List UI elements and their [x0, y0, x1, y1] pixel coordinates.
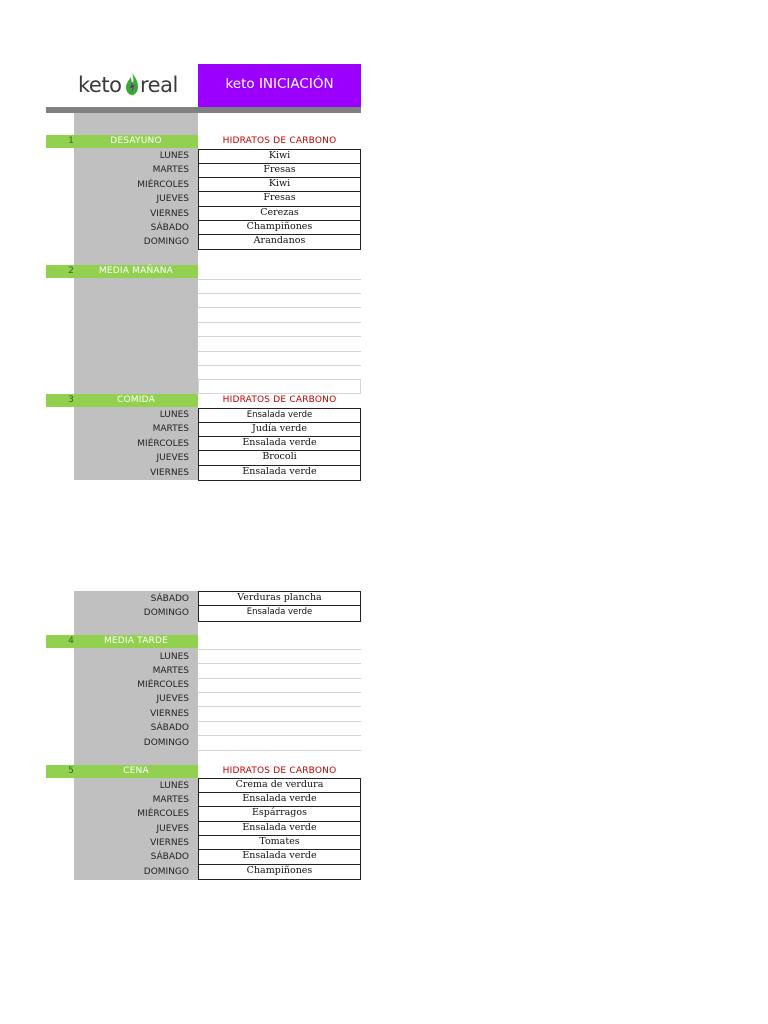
page-title: keto INICIACIÓN — [225, 76, 334, 92]
section-name: COMIDA — [117, 395, 155, 405]
empty-cell[interactable] — [198, 663, 361, 664]
day-label: VIERNES — [150, 709, 189, 719]
day-label: MARTES — [152, 424, 189, 434]
empty-cell[interactable] — [198, 678, 361, 679]
day-label: MIÉRCOLES — [137, 180, 189, 190]
empty-cell[interactable] — [198, 351, 361, 352]
day-label: JUEVES — [156, 694, 189, 704]
food-cell[interactable]: Ensalada verde — [198, 822, 361, 836]
food-cell[interactable]: Verduras plancha — [198, 591, 361, 606]
empty-cell[interactable] — [198, 336, 361, 337]
empty-cell[interactable] — [198, 293, 361, 294]
food-cell[interactable]: Champiñones — [198, 221, 361, 235]
food-cell[interactable]: Ensalada verde — [198, 466, 361, 481]
food-cell[interactable]: Fresas — [198, 164, 361, 178]
day-label: DOMINGO — [143, 738, 189, 748]
section-name: CENA — [123, 766, 149, 776]
section-name: MEDIA MAÑANA — [98, 266, 174, 276]
food-cell[interactable]: Arandanos — [198, 235, 361, 250]
day-label: JUEVES — [156, 194, 189, 204]
day-label: MARTES — [152, 666, 189, 676]
day-label: MIÉRCOLES — [137, 680, 189, 690]
day-label: SÁBADO — [150, 852, 189, 862]
flame-icon — [125, 72, 139, 96]
food-cell[interactable]: Tomates — [198, 836, 361, 850]
day-label: JUEVES — [156, 824, 189, 834]
logo — [74, 64, 198, 107]
day-label: JUEVES — [156, 453, 189, 463]
day-label: SÁBADO — [150, 723, 189, 733]
day-label: LUNES — [159, 410, 189, 420]
empty-cell[interactable] — [198, 735, 361, 736]
carb-header: HIDRATOS DE CARBONO — [222, 136, 337, 146]
section-number: 2 — [68, 266, 74, 276]
title-banner — [198, 64, 361, 107]
food-cell[interactable]: Fresas — [198, 192, 361, 207]
day-label: VIERNES — [150, 838, 189, 848]
day-label: MIÉRCOLES — [137, 809, 189, 819]
food-cell[interactable]: Kiwi — [198, 178, 361, 192]
day-label: LUNES — [159, 151, 189, 161]
day-label: VIERNES — [150, 209, 189, 219]
food-cell[interactable]: Judía verde — [198, 423, 361, 437]
empty-cell-boxed[interactable] — [198, 379, 361, 394]
logo-keto-text: keto — [78, 73, 122, 97]
food-cell[interactable]: Cerezas — [198, 207, 361, 221]
food-cell[interactable]: Ensalada verde — [198, 606, 361, 622]
day-label: DOMINGO — [143, 237, 189, 247]
food-cell[interactable]: Espárragos — [198, 807, 361, 822]
food-cell[interactable]: Champiñones — [198, 865, 361, 880]
empty-cell[interactable] — [198, 721, 361, 722]
section-name: MEDIA TARDE — [103, 636, 169, 646]
food-cell[interactable]: Crema de verdura — [198, 778, 361, 793]
food-cell[interactable]: Ensalada verde — [198, 850, 361, 865]
empty-cell[interactable] — [198, 692, 361, 693]
food-cell[interactable]: Ensalada verde — [198, 408, 361, 423]
empty-cell[interactable] — [198, 365, 361, 366]
carb-header: HIDRATOS DE CARBONO — [222, 395, 337, 405]
carb-header: HIDRATOS DE CARBONO — [222, 766, 337, 776]
food-cell[interactable]: Ensalada verde — [198, 793, 361, 807]
day-label: SÁBADO — [150, 594, 189, 604]
logo-real-text: real — [140, 73, 178, 97]
day-label: DOMINGO — [143, 867, 189, 877]
food-cell[interactable]: Ensalada verde — [198, 437, 361, 451]
empty-cell[interactable] — [198, 322, 361, 323]
day-label: MARTES — [152, 795, 189, 805]
food-cell[interactable]: Brocoli — [198, 451, 361, 466]
day-label: DOMINGO — [143, 608, 189, 618]
day-label: MARTES — [152, 165, 189, 175]
empty-cell[interactable] — [198, 279, 361, 280]
section-number: 3 — [68, 395, 74, 405]
section-number: 4 — [68, 636, 74, 646]
section-number: 1 — [68, 136, 74, 146]
day-label: LUNES — [159, 781, 189, 791]
empty-cell[interactable] — [198, 750, 361, 751]
day-label: MIÉRCOLES — [137, 439, 189, 449]
empty-cell[interactable] — [198, 307, 361, 308]
food-cell[interactable]: Kiwi — [198, 149, 361, 164]
day-label: LUNES — [159, 652, 189, 662]
day-label: VIERNES — [150, 468, 189, 478]
section-number: 5 — [68, 766, 74, 776]
empty-cell[interactable] — [198, 706, 361, 707]
empty-cell[interactable] — [198, 649, 361, 650]
section-name: DESAYUNO — [110, 136, 162, 146]
day-label: SÁBADO — [150, 223, 189, 233]
